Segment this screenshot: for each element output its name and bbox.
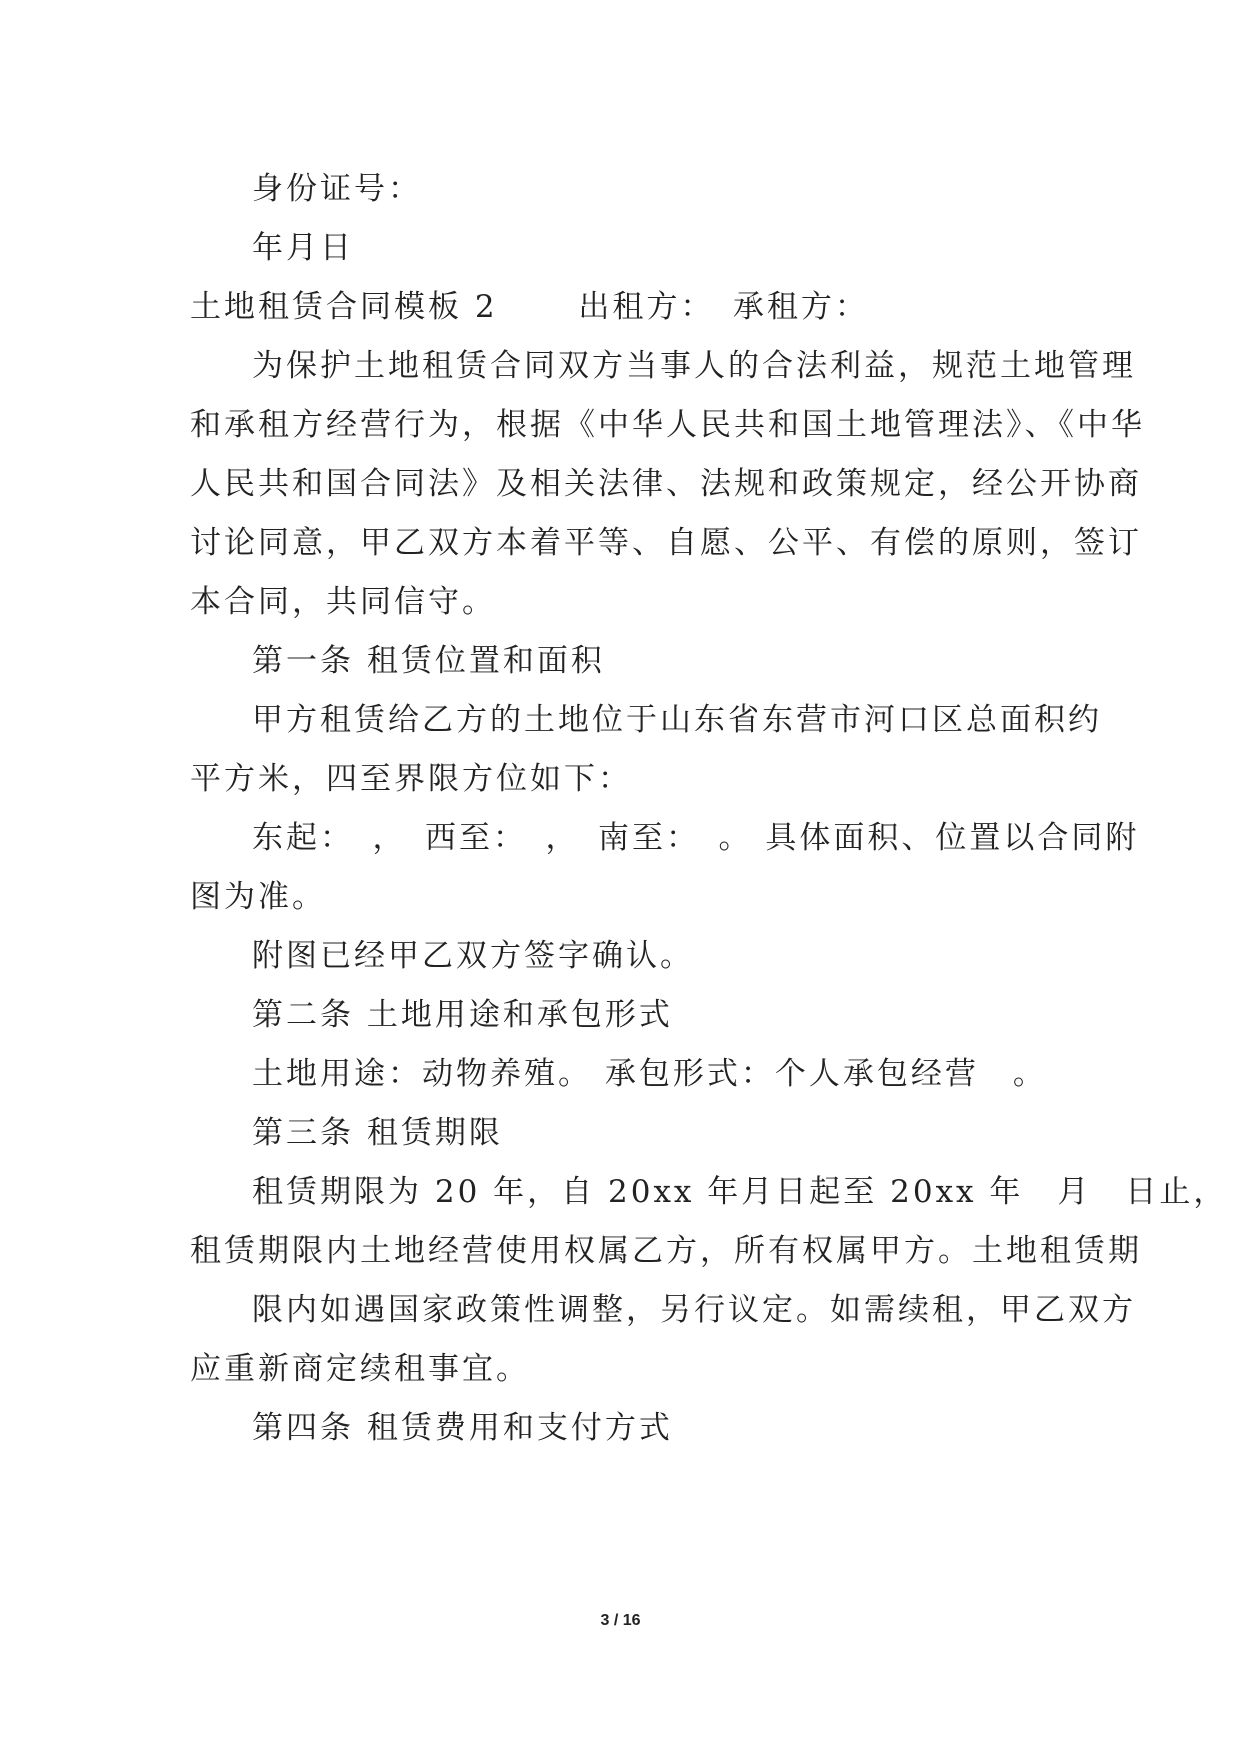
article-heading: 第一条 租赁位置和面积 [252,643,605,679]
text-line: 东起： ， 西至： ， 南至： 。 具体面积、位置以合同附 [252,820,1140,856]
text-line: 人民共和国合同法》及相关法律、法规和政策规定，经公开协商 [190,466,1142,502]
text-line: 应重新商定续租事宜。 [190,1351,530,1387]
text-line: 土地用途：动物养殖。 承包形式：个人承包经营 。 [252,1056,1047,1092]
text-line: 附图已经甲乙双方签字确认。 [252,938,694,974]
text-line: 年月日 [252,230,354,266]
article-heading: 第四条 租赁费用和支付方式 [252,1410,673,1446]
article-heading: 第三条 租赁期限 [252,1115,503,1151]
text-line: 租赁期限内土地经营使用权属乙方，所有权属甲方。土地租赁期 [190,1233,1142,1269]
text-line: 和承租方经营行为，根据《中华人民共和国土地管理法》、《中华 [190,407,1145,443]
text-line: 本合同，共同信守。 [190,584,496,620]
page-number: 3 / 16 [600,1612,641,1629]
text-line: 限内如遇国家政策性调整，另行议定。如需续租，甲乙双方 [252,1292,1136,1328]
text-line: 平方米，四至界限方位如下： [190,761,632,797]
text-line: 身份证号： [252,171,422,207]
text-line: 讨论同意，甲乙双方本着平等、自愿、公平、有偿的原则，签订 [190,525,1142,561]
text-line: 为保护土地租赁合同双方当事人的合法利益，规范土地管理 [252,348,1136,384]
article-heading: 第二条 土地用途和承包形式 [252,997,673,1033]
text-line: 甲方租赁给乙方的土地位于山东省东营市河口区总面积约 [252,702,1102,738]
text-line: 图为准。 [190,879,326,915]
text-line: 租赁期限为 20 年，自 20xx 年月日起至 20xx 年 月 日止， [252,1174,1228,1210]
document-body [190,160,1228,1458]
section-heading: 土地租赁合同模板 2 出租方： 承租方： [190,289,869,325]
